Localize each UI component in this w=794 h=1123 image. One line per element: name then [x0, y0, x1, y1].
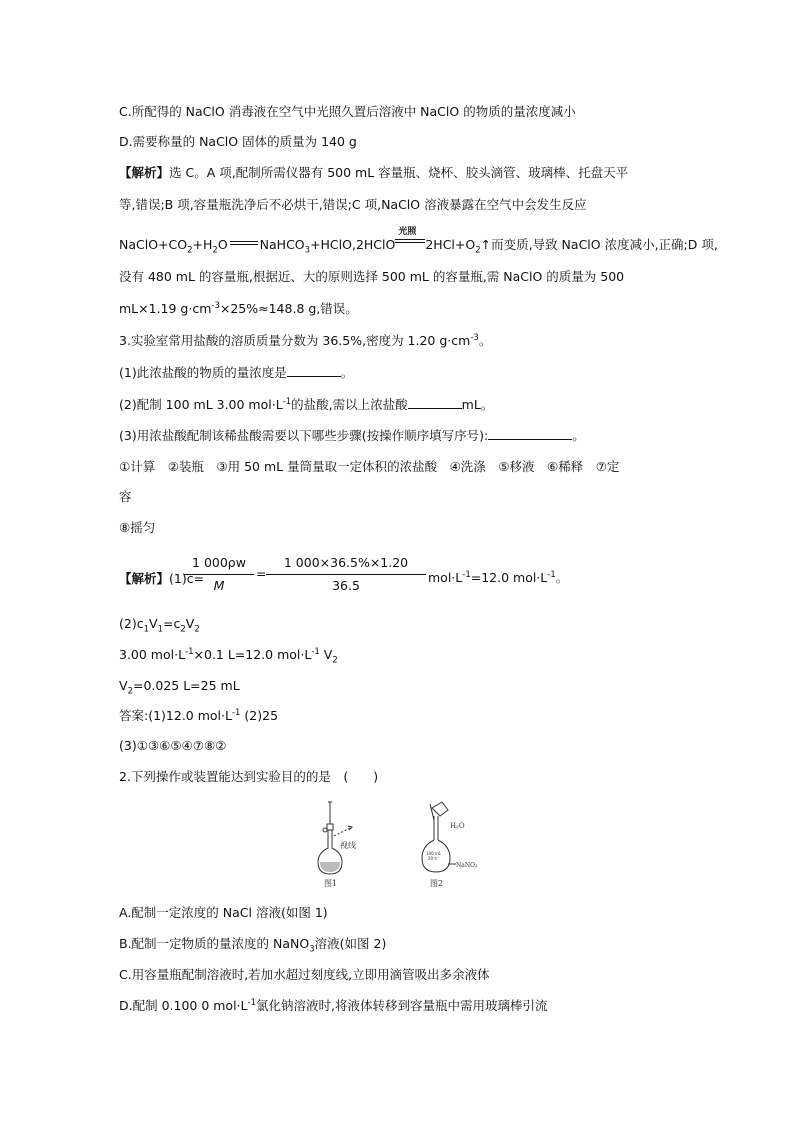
text: 。 [478, 333, 492, 348]
answer-blank [488, 427, 572, 440]
text: 。 [340, 365, 354, 380]
eq-text: 2HCl+O [425, 237, 476, 252]
text: D.配制 0.100 0 mol·L [119, 998, 248, 1013]
text: (1)此浓盐酸的物质的量浓度是 [119, 365, 287, 380]
option-c: C.用容量瓶配制溶液时,若加水超过刻度线,立即用滴管吸出多余液体 [119, 967, 490, 982]
question-3 [119, 332, 491, 350]
calc-line [119, 646, 338, 664]
subscript: 3 [309, 944, 315, 955]
light-arrow [395, 239, 425, 243]
question-3-part-1 [119, 364, 353, 382]
option-c-line: C.所配得的 NaClO 消毒液在空气中光照久置后溶液中 NaClO 的物质的量浓度减小 [119, 104, 576, 119]
water-label: H₂O [450, 822, 465, 830]
option-a: A.配制一定浓度的 NaCl 溶液(如图 1) [119, 905, 328, 920]
text: =12.0 mol·L [470, 570, 548, 585]
text: =c [163, 616, 181, 631]
text: (3)用浓盐酸配制该稀盐酸需要以下哪些步骤(按操作顺序填写序号): [119, 428, 489, 443]
look-label: 视线 [340, 841, 356, 850]
analysis-line-1 [119, 164, 628, 182]
text: (2)c [119, 616, 144, 631]
experiment-figure [300, 798, 500, 890]
question-3-part-3 [119, 427, 585, 445]
superscript: -1 [462, 569, 471, 580]
flask-text-2: 20℃ [428, 856, 438, 861]
question-3-part-2 [119, 396, 493, 414]
text: B.配制一定物质的量浓度的 NaNO [119, 936, 310, 951]
text: mL×1.19 g·cm [119, 301, 212, 316]
light-condition [395, 227, 425, 249]
figure-1-flask [318, 802, 352, 874]
text: mol·L [428, 570, 463, 585]
analysis-line-4: 没有 480 mL 的容量瓶,根据近、大的原则选择 500 mL 的容量瓶,需 NaClO 的质量为 500 [119, 269, 625, 284]
figure-1-label: 图1 [324, 879, 338, 888]
text: (2)25 [240, 708, 279, 723]
analysis-tag: 【解析】 [119, 165, 170, 180]
option-b [119, 935, 386, 953]
superscript: -1 [547, 569, 556, 580]
superscript: -1 [231, 707, 241, 718]
analysis-line-5 [119, 300, 358, 318]
text: 答案:(1)12.0 mol·L [119, 708, 232, 723]
light-label: 光照 [398, 227, 417, 237]
subscript: 2 [332, 655, 338, 666]
c1v1-line [119, 615, 200, 633]
fraction-1-bar [184, 574, 254, 575]
eq-text: ↑而变质,导致 NaClO 浓度减小,正确;D 项, [480, 237, 718, 252]
text: V [185, 616, 195, 631]
text: 氯化钠溶液时,将液体转移到容量瓶中需用玻璃棒引流 [255, 998, 548, 1013]
steps-line-1: ①计算 ②装瓶 ③用 50 mL 量筒量取一定体积的浓盐酸 ④洗涤 ⑤移液 ⑥稀释 ⑦定 [119, 459, 620, 474]
text: ×0.1 L=12.0 mol·L [193, 647, 312, 662]
steps-line-3: ⑧摇匀 [119, 520, 156, 535]
fraction-2-bar [266, 574, 426, 575]
superscript: -1 [311, 646, 320, 657]
answer-blank [408, 396, 462, 409]
fraction-1-denominator: M [213, 578, 225, 593]
eq-text: O [217, 237, 228, 252]
superscript: -1 [247, 997, 256, 1008]
answer-blank [287, 364, 341, 377]
steps-line-2: 容 [119, 489, 132, 504]
answer-line-2: (3)①③⑥⑤④⑦⑧② [119, 738, 227, 753]
eq-text: +H [192, 237, 213, 252]
text: 3.00 mol·L [119, 647, 186, 662]
superscript: -1 [185, 646, 194, 657]
subscript: 3 [304, 245, 311, 256]
subscript: 2 [475, 245, 481, 256]
text: 溶液(如图 2) [314, 936, 387, 951]
fraction-2-numerator: 1 000×36.5%×1.20 [283, 555, 409, 570]
text: 。 [572, 428, 585, 443]
fraction-2-denominator: 36.5 [332, 578, 360, 593]
analysis-text: 选 C。A 项,配制所需仪器有 500 mL 容量瓶、烧杯、胶头滴管、玻璃棒、托盘天平 [169, 165, 629, 180]
answer-line-1 [119, 707, 278, 725]
subscript: 2 [127, 686, 133, 697]
nano3-label: NaNO₃ [456, 862, 478, 869]
text: =0.025 L=25 mL [132, 678, 240, 693]
subscript: 1 [143, 624, 150, 635]
text: mL。 [461, 397, 494, 412]
figure-2-flask [422, 802, 456, 872]
eq-text: NaClO+CO [119, 237, 188, 252]
text: 的盐酸,需以上浓盐酸 [291, 397, 408, 412]
analysis-line-2: 等,错误;B 项,容量瓶洗净后不必烘干,错误;C 项,NaClO 溶液暴露在空气中会发生反应 [119, 197, 587, 212]
subscript: 2 [187, 245, 193, 256]
subscript: 2 [212, 245, 218, 256]
analysis-tag: 【解析】 [119, 571, 170, 586]
equals-sign: = [256, 566, 267, 581]
equals-long [230, 241, 258, 245]
superscript: -3 [470, 332, 479, 343]
text: V [119, 678, 128, 693]
fraction-1-numerator: 1 000ρw [192, 555, 246, 570]
text: V [149, 616, 158, 631]
text: ×25%≈148.8 g,错误。 [219, 301, 358, 316]
eq-text: +HClO,2HClO [310, 237, 396, 252]
superscript: -1 [282, 396, 292, 407]
subscript: 1 [157, 624, 163, 635]
figure-2-label: 图2 [430, 879, 444, 888]
subscript: 2 [180, 624, 186, 635]
text: (1)c= [169, 571, 205, 586]
option-d-line: D.需要称量的 NaClO 固体的质量为 140 g [119, 134, 357, 149]
option-d [119, 997, 547, 1015]
eq-text: NaHCO [259, 237, 305, 252]
text: (2)配制 100 mL 3.00 mol·L [119, 397, 283, 412]
text: V [319, 647, 333, 662]
v2-line [119, 677, 240, 695]
subscript: 2 [194, 624, 200, 635]
text: 3.实验室常用盐酸的溶质质量分数为 36.5%,密度为 1.20 g·cm [119, 333, 471, 348]
fraction-result [428, 568, 568, 586]
superscript: -3 [211, 300, 220, 311]
text: 。 [555, 570, 569, 585]
flask-text-1: 100 mL [426, 851, 442, 856]
question-2: 2.下列操作或装置能达到实验目的的是 ( ) [119, 769, 379, 784]
equation-line [119, 227, 718, 256]
